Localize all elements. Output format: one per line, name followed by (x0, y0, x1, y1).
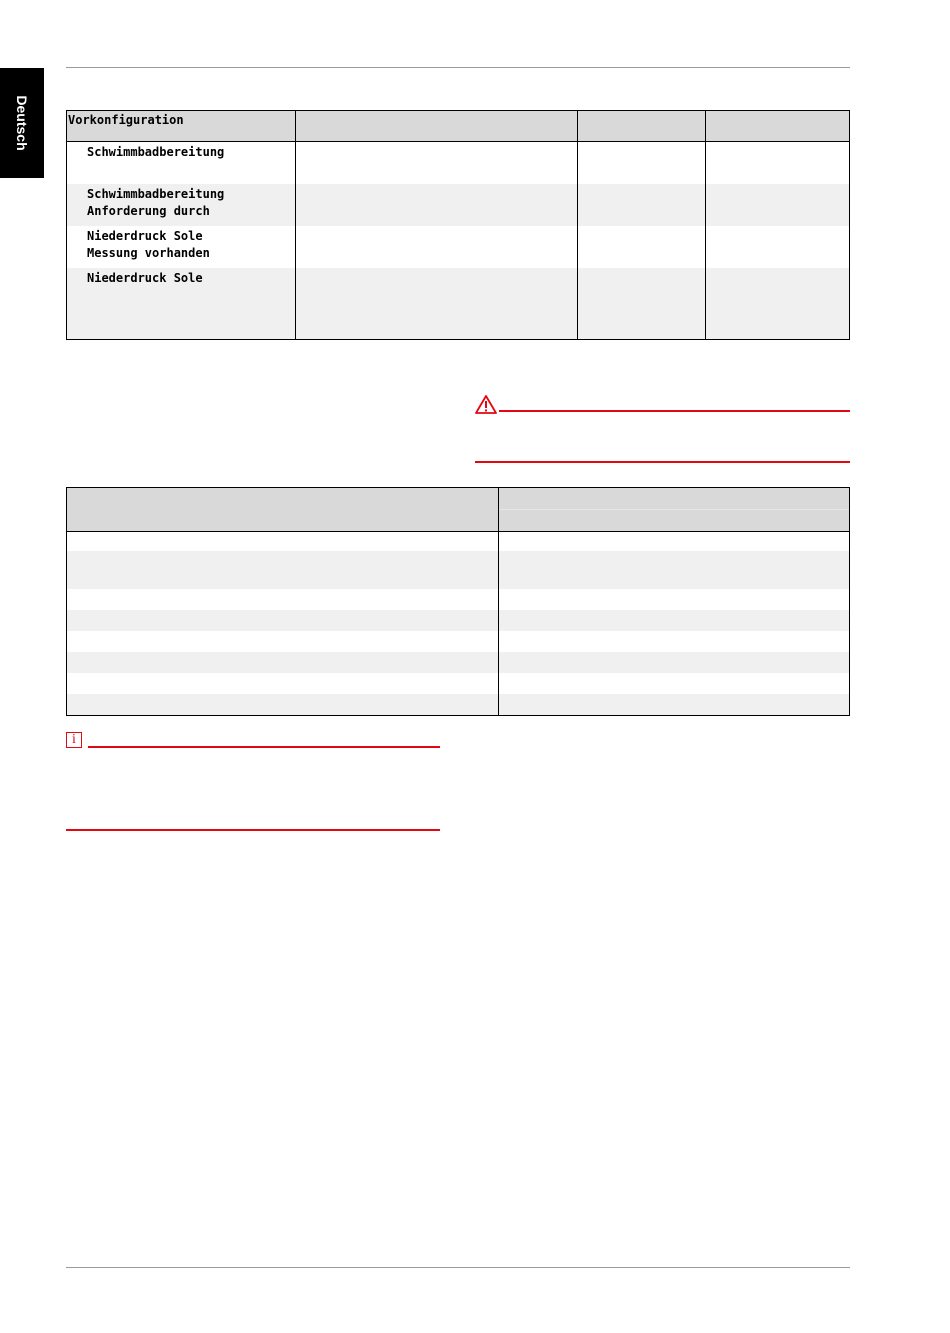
row-label-line1: Niederdruck Sole (87, 229, 203, 243)
warning-triangle-icon (475, 395, 497, 414)
row-label-line1: Niederdruck Sole (87, 271, 203, 285)
column-divider (498, 488, 499, 715)
header-cell-preconfiguration: Vorkonfiguration (67, 111, 296, 142)
preconfiguration-table (66, 110, 850, 340)
row-cell (296, 268, 578, 340)
table-row (67, 226, 850, 268)
row-cell (706, 142, 850, 185)
table-row (67, 610, 849, 631)
table-header (67, 488, 849, 532)
row-cell (706, 184, 850, 226)
row-cell (296, 226, 578, 268)
row-label-cell (67, 184, 296, 226)
table-row (67, 268, 850, 340)
header-rule (66, 67, 850, 68)
warning-rule-top (499, 410, 850, 412)
footer-rule (66, 1267, 850, 1268)
row-cell (578, 184, 706, 226)
table-row (67, 142, 850, 185)
table-row (67, 652, 849, 673)
row-label-line1: Schwimmbadbereitung (87, 187, 225, 201)
row-label-cell (67, 226, 296, 268)
info-rule-bottom (66, 829, 440, 831)
info-rule-top (88, 746, 440, 748)
row-label-line2: Messung vorhanden (87, 246, 210, 260)
row-cell (578, 268, 706, 340)
table-row (67, 694, 849, 715)
row-cell (296, 184, 578, 226)
table-header-row (67, 111, 850, 142)
row-cell (296, 142, 578, 185)
row-cell (578, 226, 706, 268)
language-tab[interactable] (0, 68, 44, 178)
row-label-cell (67, 142, 296, 185)
row-label-cell (67, 268, 296, 340)
row-cell (706, 268, 850, 340)
header-cell-2 (296, 111, 578, 142)
row-label-line1: Schwimmbadbereitung (87, 145, 225, 159)
table-header-divider (499, 509, 849, 510)
row-label-line2: Anforderung durch (87, 204, 210, 218)
language-tab-label: Deutsch (14, 95, 30, 151)
header-cell-4 (706, 111, 850, 142)
table-row (67, 184, 850, 226)
info-icon: i (66, 732, 82, 748)
row-cell (578, 142, 706, 185)
settings-table (66, 487, 850, 716)
row-cell (706, 226, 850, 268)
header-cell-3 (578, 111, 706, 142)
table-row (67, 551, 849, 589)
warning-rule-bottom (475, 461, 850, 463)
